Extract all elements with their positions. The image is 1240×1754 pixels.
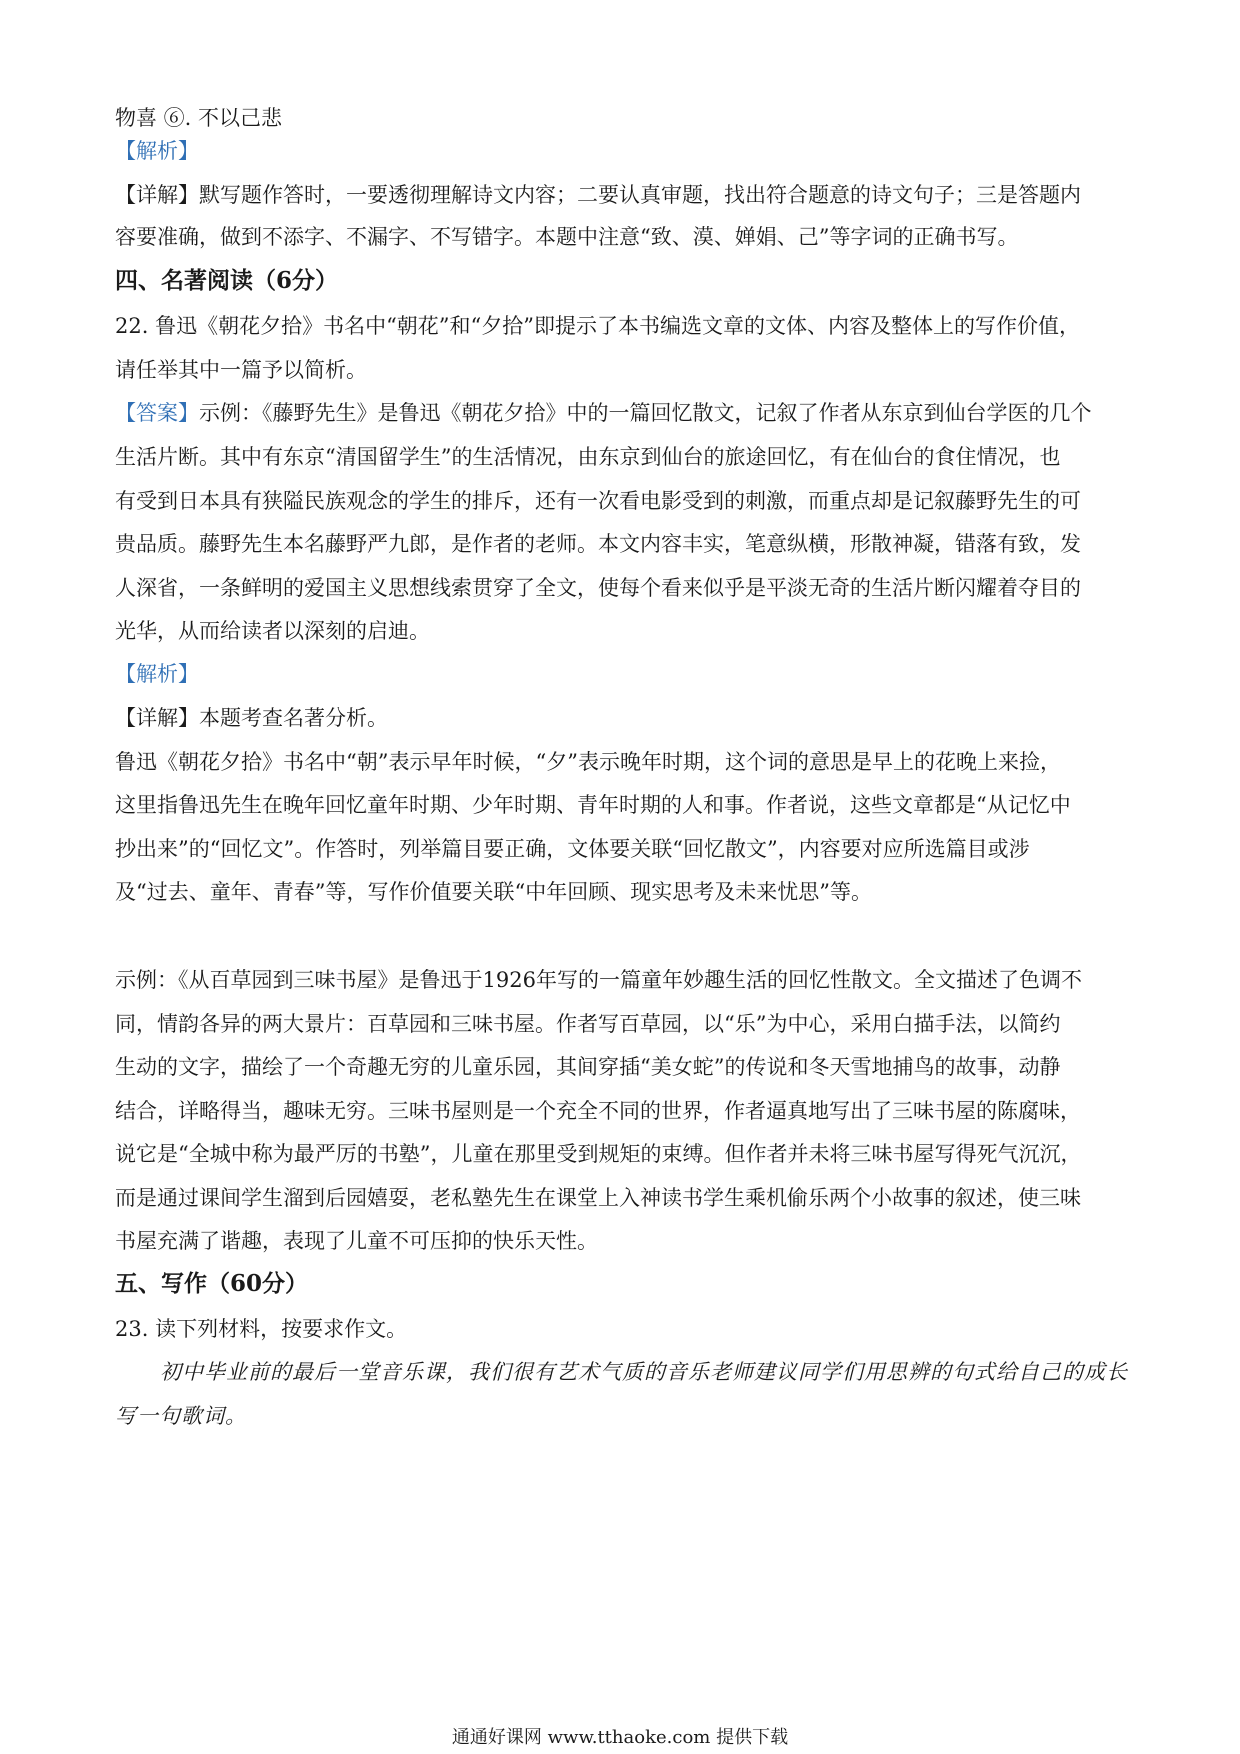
example-line: 书屋充满了谐趣，表现了儿童不可压抑的快乐天性。 (115, 1229, 598, 1253)
example-line: 生动的文字，描绘了一个奇趣无穷的儿童乐园，其间穿插“美女蛇”的传说和冬天雪地捕鸟的故事，动静 (115, 1055, 1061, 1079)
detail-paragraph-line (115, 703, 1135, 733)
analysis-tag: 【解析】 (115, 139, 199, 163)
answer-text: 示例：《藤野先生》是鲁迅《朝花夕拾》中的一篇回忆散文，记叙了作者从东京到仙台学医的几个 (199, 401, 1092, 425)
example-line: 结合，详略得当，趣味无穷。三味书屋则是一个充全不同的世界，作者逼真地写出了三味书屋的陈腐味， (115, 1099, 1081, 1123)
answer-paragraph-line: 有受到日本具有狭隘民族观念的学生的排斥，还有一次看电影受到的刺激，而重点却是记叙藤野先生的可 (115, 489, 1081, 513)
detail-paragraph-line (115, 180, 1135, 210)
material-line: 写一句歌词。 (115, 1404, 247, 1428)
answer-paragraph-line (115, 398, 1135, 428)
analysis-tag: 【解析】 (115, 662, 199, 686)
detail-tag: 【详解】 (115, 183, 199, 207)
question-22-line: 请任举其中一篇予以简析。 (115, 358, 367, 382)
section-heading-4: 四、名著阅读（6分） (115, 267, 339, 294)
explanation-line: 及“过去、童年、青春”等，写作价值要关联“中年回顾、现实思考及未来忧思”等。 (115, 880, 872, 904)
explanation-line: 鲁迅《朝花夕拾》书名中“朝”表示早年时候，“夕”表示晚年时期，这个词的意思是早上的花晚上来捡， (115, 750, 1061, 774)
answer-paragraph-line: 人深省，一条鲜明的爱国主义思想线索贯穿了全文，使每个看来似乎是平淡无奇的生活片断闪耀着夺目的 (115, 576, 1081, 600)
detail-paragraph-line: 容要准确，做到不添字、不漏字、不写错字。本题中注意“致、漠、婵娟、己”等字词的正确书写。 (115, 225, 1019, 249)
answer-line-continuation: 物喜 ⑥. 不以己悲 (115, 106, 283, 130)
answer-tag: 【答案】 (115, 401, 199, 425)
example-line: 而是通过课间学生溜到后园嬉耍，老私塾先生在课堂上入神读书学生乘机偷乐两个小故事的叙述，使三味 (115, 1186, 1081, 1210)
page-footer: 通通好课网 www.tthaoke.com 提供下载 (451, 1727, 789, 1748)
detail-text: 本题考查名著分析。 (199, 706, 388, 730)
answer-paragraph-line: 生活片断。其中有东京“清国留学生”的生活情况，由东京到仙台的旅途回忆，有在仙台的食住情况，也 (115, 445, 1061, 469)
material-line: 初中毕业前的最后一堂音乐课，我们很有艺术气质的音乐老师建议同学们用思辨的句式给自己的成长 (160, 1360, 1128, 1384)
explanation-line: 这里指鲁迅先生在晚年回忆童年时期、少年时期、青年时期的人和事。作者说，这些文章都是“从记忆中 (115, 793, 1071, 817)
detail-text: 默写题作答时，一要透彻理解诗文内容；二要认真审题，找出符合题意的诗文句子；三是答题内 (199, 183, 1081, 207)
answer-paragraph-line: 贵品质。藤野先生本名藤野严九郎，是作者的老师。本文内容丰实，笔意纵横，形散神凝，错落有致，发 (115, 532, 1081, 556)
section-heading-5: 五、写作（60分） (115, 1270, 309, 1297)
answer-paragraph-line: 光华，从而给读者以深刻的启迪。 (115, 619, 430, 643)
explanation-line: 抄出来”的“回忆文”。作答时，列举篇目要正确，文体要关联“回忆散文”，内容要对应所选篇目或涉 (115, 837, 1030, 861)
detail-tag: 【详解】 (115, 706, 199, 730)
example-line: 示例：《从百草园到三味书屋》是鲁迅于1926年写的一篇童年妙趣生活的回忆性散文。全文描述了色调不 (115, 968, 1082, 992)
question-22-line: 22. 鲁迅《朝花夕拾》书名中“朝花”和“夕拾”即提示了本书编选文章的文体、内容及整体上的写作价值， (115, 314, 1081, 338)
example-line: 说它是“全城中称为最严厉的书塾”，儿童在那里受到规矩的束缚。但作者并未将三味书屋写得死气沉沉， (115, 1142, 1082, 1166)
question-23-line: 23. 读下列材料，按要求作文。 (115, 1317, 408, 1341)
example-line: 同，情韵各异的两大景片：百草园和三味书屋。作者写百草园，以“乐”为中心，采用白描手法，以简约 (115, 1012, 1061, 1036)
